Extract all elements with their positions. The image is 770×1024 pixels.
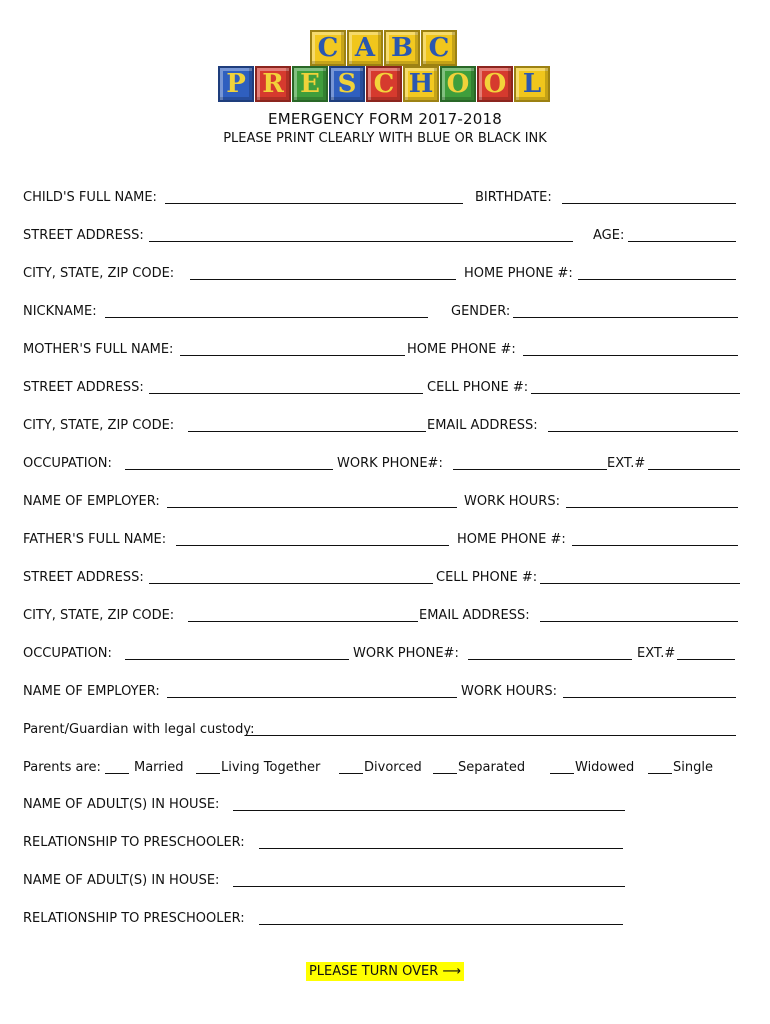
single-blank[interactable] [648,760,672,774]
father-name-label: FATHER'S FULL NAME: [23,532,167,547]
child-name-label: CHILD'S FULL NAME: [23,190,157,205]
form-row-mother-employer [23,494,741,514]
mother-occupation-label: OCCUPATION: [23,456,112,471]
mother-name-label: MOTHER'S FULL NAME: [23,342,174,357]
father-ext-blank[interactable] [677,646,735,660]
father-work-phone-blank[interactable] [468,646,632,660]
father-work-hours-blank[interactable] [563,684,736,698]
mother-street-blank[interactable] [149,380,423,394]
form-row-father-occupation [23,646,741,666]
relationship-label-2: RELATIONSHIP TO PRESCHOOLER: [23,911,245,926]
logo-row-abc [310,30,458,66]
form-row-father-employer [23,684,741,704]
legal-custody-label: Parent/Guardian with legal custody: [23,722,255,737]
birthdate-blank[interactable] [562,190,736,204]
form-row-father-city [23,608,741,628]
mother-home-phone-blank[interactable] [523,342,738,356]
relationship-blank[interactable] [259,835,623,849]
mother-work-hours-blank[interactable] [566,494,738,508]
form-title: EMERGENCY FORM 2017-2018 [268,110,502,128]
widowed-label: Widowed [575,760,635,775]
nickname-label: NICKNAME: [23,304,97,319]
form-row-custody [23,722,741,742]
legal-custody-blank[interactable] [245,722,736,736]
mother-ext-label: EXT.# [607,456,646,471]
nickname-blank[interactable] [105,304,428,318]
mother-ext-blank[interactable] [648,456,740,470]
logo-block: S [329,66,365,102]
adults-in-house-blank-2[interactable] [233,873,625,887]
logo-block: B [384,30,420,66]
father-city-blank[interactable] [188,608,418,622]
form-subtitle: PLEASE PRINT CLEARLY WITH BLUE OR BLACK INK [223,131,547,146]
age-blank[interactable] [628,228,736,242]
home-phone-blank[interactable] [578,266,736,280]
father-name-blank[interactable] [176,532,449,546]
mother-email-label: EMAIL ADDRESS: [427,418,538,433]
child-name-blank[interactable] [165,190,463,204]
father-street-blank[interactable] [149,570,433,584]
logo-block: C [366,66,402,102]
logo-block: C [421,30,457,66]
logo-block: P [218,66,254,102]
living-together-label: Living Together [221,760,321,775]
divorced-label: Divorced [364,760,422,775]
mother-home-phone-label: HOME PHONE #: [407,342,516,357]
living-together-blank[interactable] [196,760,220,774]
father-occupation-label: OCCUPATION: [23,646,112,661]
single-label: Single [673,760,713,775]
logo-block: R [255,66,291,102]
form-row-father-address [23,570,741,590]
street-address-label: STREET ADDRESS: [23,228,144,243]
form-row-mother-city [23,418,741,438]
form-row-relationship-2 [23,911,741,931]
logo-block: A [347,30,383,66]
preschool-logo [0,30,770,106]
mother-work-hours-label: WORK HOURS: [464,494,560,509]
father-street-label: STREET ADDRESS: [23,570,144,585]
logo-block: C [310,30,346,66]
turn-over-highlight [306,962,464,981]
adults-in-house-label-2: NAME OF ADULT(S) IN HOUSE: [23,873,220,888]
form-row-father [23,532,741,552]
divorced-blank[interactable] [339,760,363,774]
parents-are-label: Parents are: [23,760,101,775]
form-row-mother-address [23,380,741,400]
city-state-zip-blank[interactable] [190,266,456,280]
mother-city-blank[interactable] [188,418,426,432]
mother-employer-label: NAME OF EMPLOYER: [23,494,160,509]
father-employer-label: NAME OF EMPLOYER: [23,684,160,699]
mother-cell-blank[interactable] [531,380,740,394]
form-row-parents-status [23,760,741,780]
form-row-child-city [23,266,741,286]
gender-blank[interactable] [513,304,738,318]
widowed-blank[interactable] [550,760,574,774]
mother-city-label: CITY, STATE, ZIP CODE: [23,418,175,433]
turn-over-note [0,964,770,979]
mother-work-phone-blank[interactable] [453,456,607,470]
married-blank[interactable] [105,760,129,774]
logo-block: O [440,66,476,102]
mother-cell-label: CELL PHONE #: [427,380,529,395]
mother-email-blank[interactable] [548,418,738,432]
logo-row-preschool [218,66,551,102]
father-email-label: EMAIL ADDRESS: [419,608,530,623]
city-state-zip-label: CITY, STATE, ZIP CODE: [23,266,175,281]
form-row-adults-1 [23,797,741,817]
father-employer-blank[interactable] [167,684,457,698]
form-row-mother [23,342,741,362]
father-home-phone-blank[interactable] [572,532,738,546]
mother-employer-blank[interactable] [167,494,457,508]
gender-label: GENDER: [451,304,511,319]
separated-label: Separated [458,760,526,775]
logo-block: H [403,66,439,102]
turn-over-text: PLEASE TURN OVER [308,964,439,979]
adults-in-house-label: NAME OF ADULT(S) IN HOUSE: [23,797,220,812]
father-cell-label: CELL PHONE #: [436,570,538,585]
logo-block: E [292,66,328,102]
mother-occupation-blank[interactable] [125,456,333,470]
form-row-adults-2 [23,873,741,893]
form-row-mother-occupation [23,456,741,476]
age-label: AGE: [593,228,625,243]
married-label: Married [134,760,184,775]
father-city-label: CITY, STATE, ZIP CODE: [23,608,175,623]
separated-blank[interactable] [433,760,457,774]
street-address-blank[interactable] [149,228,573,242]
mother-work-phone-label: WORK PHONE#: [337,456,443,471]
relationship-label: RELATIONSHIP TO PRESCHOOLER: [23,835,245,850]
form-row-child [23,190,741,210]
logo-block: L [514,66,550,102]
form-row-nickname [23,304,741,324]
father-ext-label: EXT.# [637,646,676,661]
form-row-relationship-1 [23,835,741,855]
birthdate-label: BIRTHDATE: [475,190,552,205]
father-occupation-blank[interactable] [125,646,349,660]
father-email-blank[interactable] [540,608,738,622]
father-home-phone-label: HOME PHONE #: [457,532,566,547]
father-work-phone-label: WORK PHONE#: [353,646,459,661]
mother-street-label: STREET ADDRESS: [23,380,144,395]
form-row-child-address [23,228,741,248]
home-phone-label: HOME PHONE #: [464,266,573,281]
adults-in-house-blank[interactable] [233,797,625,811]
relationship-blank-2[interactable] [259,911,623,925]
father-cell-blank[interactable] [540,570,740,584]
arrow-right-icon: ⟶ [442,964,462,979]
logo-block: O [477,66,513,102]
father-work-hours-label: WORK HOURS: [461,684,557,699]
mother-name-blank[interactable] [180,342,405,356]
